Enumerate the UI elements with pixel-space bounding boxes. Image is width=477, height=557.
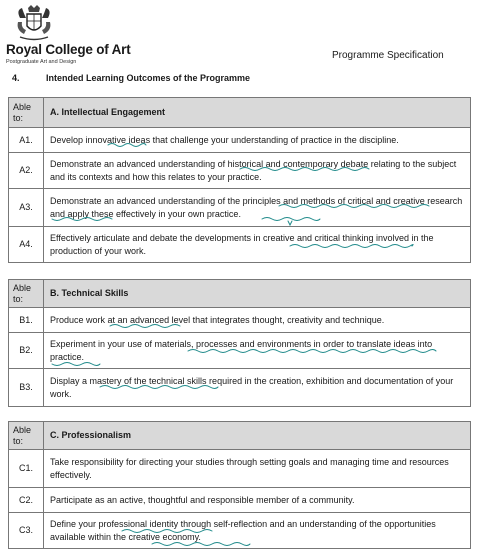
- outcome-id: C2.: [9, 488, 44, 513]
- outcome-text: Develop innovative ideas that challenge your understanding of practice in the discipline.: [44, 128, 471, 153]
- outcome-text: Display a mastery of the technical skills required in the creation, exhibition and documentation of your work.: [44, 369, 471, 407]
- table-row: [9, 189, 471, 227]
- outcome-text: Produce work at an advanced level that integrates thought, creativity and technique.: [44, 308, 471, 333]
- outcome-id: B3.: [9, 369, 44, 407]
- table-row: [9, 333, 471, 369]
- table-row: [9, 369, 471, 407]
- outcome-text: Effectively articulate and debate the developments in creative and critical thinking involved in the production of your work.: [44, 227, 471, 263]
- table-row: [9, 308, 471, 333]
- outcome-text: Define your professional identity through self-reflection and an understanding of the opportunities available within the creative economy.: [44, 513, 471, 549]
- section-number: 4.: [12, 73, 20, 83]
- able-to-label: Able to:: [9, 280, 44, 308]
- outcome-id: B1.: [9, 308, 44, 333]
- outcomes-table-b: [8, 279, 471, 407]
- outcome-id: C1.: [9, 450, 44, 488]
- outcome-id: B2.: [9, 333, 44, 369]
- outcome-text: Take responsibility for directing your studies through setting goals and managing time and resources effectively.: [44, 450, 471, 488]
- table-row: [9, 128, 471, 153]
- document-header: [4, 4, 474, 64]
- table-row: [9, 513, 471, 549]
- outcomes-table-a: [8, 97, 471, 263]
- category-title: B. Technical Skills: [44, 280, 471, 308]
- outcome-id: A1.: [9, 128, 44, 153]
- outcome-id: A4.: [9, 227, 44, 263]
- category-title: A. Intellectual Engagement: [44, 98, 471, 128]
- outcomes-table-c: [8, 421, 471, 549]
- able-to-label: Able to:: [9, 98, 44, 128]
- outcome-text: Demonstrate an advanced understanding of the principles and methods of critical and creative research and apply these effectively in your own practice.: [44, 189, 471, 227]
- section-heading: [12, 73, 250, 83]
- outcome-text: Experiment in your use of materials, processes and environments in order to translate ideas into practice.: [44, 333, 471, 369]
- college-name: Royal College of Art: [6, 42, 131, 57]
- table-header-row: [9, 280, 471, 308]
- college-subtitle: Postgraduate Art and Design: [6, 59, 77, 65]
- document-type: Programme Specification: [332, 50, 444, 61]
- table-row: [9, 153, 471, 189]
- table-row: [9, 227, 471, 263]
- table-row: [9, 488, 471, 513]
- outcome-id: C3.: [9, 513, 44, 549]
- section-title: Intended Learning Outcomes of the Programme: [46, 73, 251, 83]
- table-header-row: [9, 422, 471, 450]
- outcome-id: A2.: [9, 153, 44, 189]
- category-title: C. Professionalism: [44, 422, 471, 450]
- table-header-row: [9, 98, 471, 128]
- table-row: [9, 450, 471, 488]
- outcome-text: Demonstrate an advanced understanding of historical and contemporary debate relating to the subject and its contexts and how this relates to your practice.: [44, 153, 471, 189]
- outcome-text: Participate as an active, thoughtful and responsible member of a community.: [44, 488, 471, 513]
- royal-crest-icon: [12, 4, 56, 42]
- able-to-label: Able to:: [9, 422, 44, 450]
- outcome-id: A3.: [9, 189, 44, 227]
